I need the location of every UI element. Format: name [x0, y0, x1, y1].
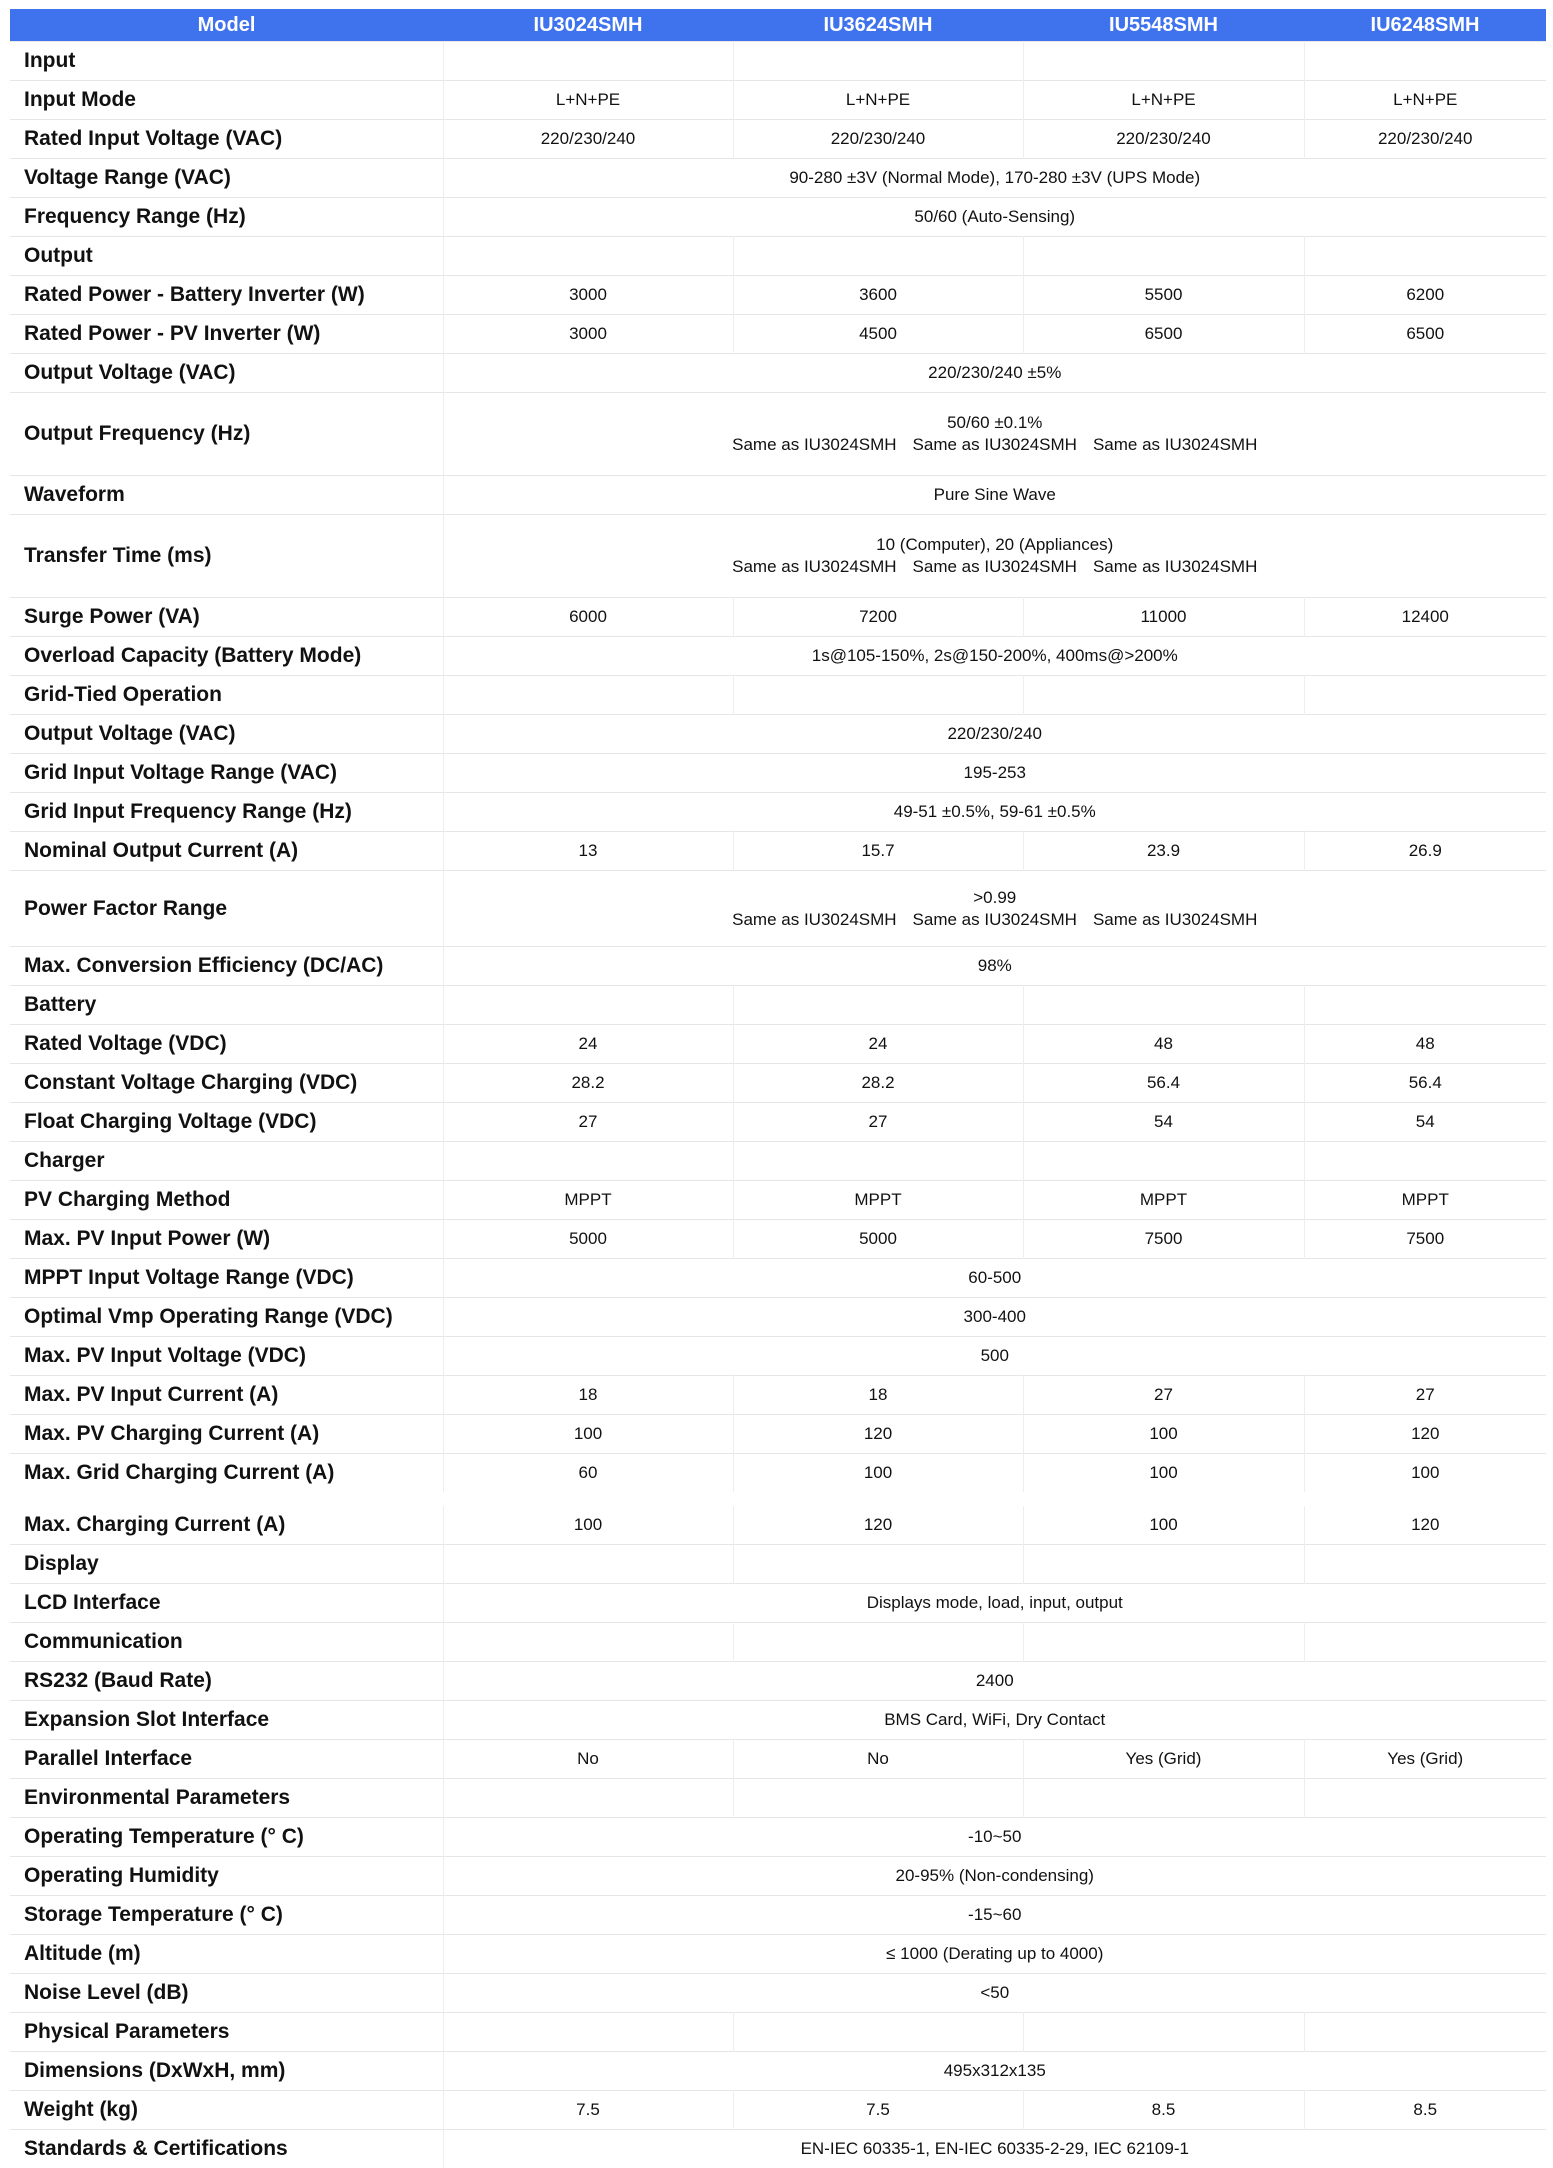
shared-value: >0.99	[444, 887, 1547, 909]
section-row	[10, 986, 1546, 1025]
section-heading: Battery	[10, 986, 443, 1025]
table-row	[10, 637, 1546, 676]
table-row	[10, 1415, 1546, 1454]
row-label: Frequency Range (Hz)	[10, 198, 443, 237]
same-as-note: Same as IU3024SMH	[1093, 556, 1257, 578]
table-row	[10, 198, 1546, 237]
table-row	[10, 276, 1546, 315]
row-label: PV Charging Method	[10, 1181, 443, 1220]
table-row	[10, 1064, 1546, 1103]
row-label: Grid Input Frequency Range (Hz)	[10, 793, 443, 832]
row-label: Constant Voltage Charging (VDC)	[10, 1064, 443, 1103]
row-label: Max. Conversion Efficiency (DC/AC)	[10, 947, 443, 986]
empty-cell	[733, 986, 1023, 1025]
value-cell: 48	[1304, 1025, 1546, 1064]
section-heading: Environmental Parameters	[10, 1779, 443, 1818]
value-cell: 120	[733, 1499, 1023, 1545]
empty-cell	[733, 1623, 1023, 1662]
same-as-note: Same as IU3024SMH	[913, 556, 1077, 578]
table-header	[10, 9, 1546, 42]
shared-value-cell: 2400	[443, 1662, 1546, 1701]
row-label: Expansion Slot Interface	[10, 1701, 443, 1740]
empty-cell	[733, 1545, 1023, 1584]
value-cell: 54	[1023, 1103, 1304, 1142]
header-model-1: IU3024SMH	[443, 9, 733, 42]
row-label: Output Voltage (VAC)	[10, 715, 443, 754]
table-row	[10, 1259, 1546, 1298]
value-cell: L+N+PE	[733, 81, 1023, 120]
value-cell: 18	[733, 1376, 1023, 1415]
shared-value-cell: 220/230/240 ±5%	[443, 354, 1546, 393]
row-label: Max. PV Charging Current (A)	[10, 1415, 443, 1454]
empty-cell	[733, 1142, 1023, 1181]
value-cell: 100	[1023, 1415, 1304, 1454]
row-label: Max. Grid Charging Current (A)	[10, 1454, 443, 1500]
section-heading: Input	[10, 42, 443, 81]
shared-value-cell: 49-51 ±0.5%, 59-61 ±0.5%	[443, 793, 1546, 832]
value-cell: 18	[443, 1376, 733, 1415]
header-row	[10, 9, 1546, 42]
shared-value-cell: 500	[443, 1337, 1546, 1376]
table-row	[10, 1454, 1546, 1500]
empty-cell	[1304, 42, 1546, 81]
table-row	[10, 354, 1546, 393]
value-cell: Yes (Grid)	[1023, 1740, 1304, 1779]
empty-cell	[1023, 1779, 1304, 1818]
same-as-note: Same as IU3024SMH	[1093, 909, 1257, 931]
same-as-note: Same as IU3024SMH	[732, 556, 896, 578]
table-row	[10, 793, 1546, 832]
row-label: Float Charging Voltage (VDC)	[10, 1103, 443, 1142]
header-model-2: IU3624SMH	[733, 9, 1023, 42]
shared-value-cell: 50/60 (Auto-Sensing)	[443, 198, 1546, 237]
row-label: Nominal Output Current (A)	[10, 832, 443, 871]
shared-value-cell: 195-253	[443, 754, 1546, 793]
row-label: Output Voltage (VAC)	[10, 354, 443, 393]
value-cell: 120	[1304, 1415, 1546, 1454]
shared-value-cell: Displays mode, load, input, output	[443, 1584, 1546, 1623]
value-cell: 26.9	[1304, 832, 1546, 871]
table-row	[10, 1220, 1546, 1259]
empty-cell	[1304, 2013, 1546, 2052]
section-heading: Output	[10, 237, 443, 276]
table-body	[10, 42, 1546, 2168]
row-label: Power Factor Range	[10, 871, 443, 947]
value-cell: 7.5	[443, 2091, 733, 2130]
value-cell: 56.4	[1023, 1064, 1304, 1103]
table-row	[10, 947, 1546, 986]
table-row	[10, 1974, 1546, 2013]
row-label: Overload Capacity (Battery Mode)	[10, 637, 443, 676]
row-label: Dimensions (DxWxH, mm)	[10, 2052, 443, 2091]
table-row	[10, 1935, 1546, 1974]
value-cell: L+N+PE	[1304, 81, 1546, 120]
value-cell: 5500	[1023, 276, 1304, 315]
table-row	[10, 2052, 1546, 2091]
table-row	[10, 598, 1546, 637]
table-row	[10, 715, 1546, 754]
empty-cell	[443, 986, 733, 1025]
empty-cell	[733, 42, 1023, 81]
value-cell: 13	[443, 832, 733, 871]
value-cell: 120	[1304, 1499, 1546, 1545]
value-cell: 24	[443, 1025, 733, 1064]
value-cell: 220/230/240	[443, 120, 733, 159]
spec-table-container	[10, 9, 1546, 2168]
value-cell: 5000	[443, 1220, 733, 1259]
value-cell: 56.4	[1304, 1064, 1546, 1103]
shared-value-cell: -10~50	[443, 1818, 1546, 1857]
row-label: Max. PV Input Voltage (VDC)	[10, 1337, 443, 1376]
empty-cell	[1023, 1623, 1304, 1662]
shared-value-cell: 300-400	[443, 1298, 1546, 1337]
row-label: Rated Power - Battery Inverter (W)	[10, 276, 443, 315]
row-label: RS232 (Baud Rate)	[10, 1662, 443, 1701]
header-model-4: IU6248SMH	[1304, 9, 1546, 42]
empty-cell	[1023, 2013, 1304, 2052]
table-row	[10, 159, 1546, 198]
table-row	[10, 754, 1546, 793]
table-row	[10, 1896, 1546, 1935]
value-cell: 6000	[443, 598, 733, 637]
value-cell: 54	[1304, 1103, 1546, 1142]
header-model-label: Model	[10, 9, 443, 42]
section-row	[10, 1623, 1546, 1662]
shared-value-cell: 60-500	[443, 1259, 1546, 1298]
value-cell: 100	[1023, 1454, 1304, 1500]
value-cell: 15.7	[733, 832, 1023, 871]
row-label: Rated Power - PV Inverter (W)	[10, 315, 443, 354]
shared-value: 50/60 ±0.1%	[444, 412, 1547, 434]
shared-value-cell: <50	[443, 1974, 1546, 2013]
value-cell: MPPT	[733, 1181, 1023, 1220]
value-cell: 100	[443, 1499, 733, 1545]
value-cell: 7500	[1023, 1220, 1304, 1259]
shared-value-cell: BMS Card, WiFi, Dry Contact	[443, 1701, 1546, 1740]
shared-value-cell: 1s@105-150%, 2s@150-200%, 400ms@>200%	[443, 637, 1546, 676]
value-cell: 27	[1023, 1376, 1304, 1415]
empty-cell	[1023, 986, 1304, 1025]
row-label: Input Mode	[10, 81, 443, 120]
value-cell: 3600	[733, 276, 1023, 315]
section-row	[10, 237, 1546, 276]
empty-cell	[1023, 1142, 1304, 1181]
empty-cell	[1023, 1545, 1304, 1584]
empty-cell	[1304, 1142, 1546, 1181]
table-row	[10, 1740, 1546, 1779]
same-as-note: Same as IU3024SMH	[913, 909, 1077, 931]
empty-cell	[1304, 237, 1546, 276]
empty-cell	[1023, 237, 1304, 276]
table-row	[10, 1818, 1546, 1857]
row-label: Max. PV Input Power (W)	[10, 1220, 443, 1259]
same-as-note: Same as IU3024SMH	[913, 434, 1077, 456]
row-label: Operating Temperature (° C)	[10, 1818, 443, 1857]
value-cell: 100	[733, 1454, 1023, 1500]
row-label: Grid Input Voltage Range (VAC)	[10, 754, 443, 793]
shared-value-cell: 98%	[443, 947, 1546, 986]
value-cell: L+N+PE	[1023, 81, 1304, 120]
row-label: Waveform	[10, 476, 443, 515]
empty-cell	[443, 676, 733, 715]
table-row	[10, 393, 1546, 476]
shared-value-cell: 220/230/240	[443, 715, 1546, 754]
row-label: Output Frequency (Hz)	[10, 393, 443, 476]
value-cell: 28.2	[443, 1064, 733, 1103]
value-cell: 220/230/240	[1023, 120, 1304, 159]
same-as-notes	[444, 909, 1547, 931]
value-cell: 100	[1023, 1499, 1304, 1545]
shared-value-cell	[443, 393, 1546, 476]
row-label: Operating Humidity	[10, 1857, 443, 1896]
row-label: Voltage Range (VAC)	[10, 159, 443, 198]
same-as-note: Same as IU3024SMH	[732, 909, 896, 931]
empty-cell	[443, 42, 733, 81]
value-cell: 8.5	[1304, 2091, 1546, 2130]
value-cell: 7200	[733, 598, 1023, 637]
empty-cell	[733, 2013, 1023, 2052]
empty-cell	[1304, 986, 1546, 1025]
empty-cell	[1304, 1623, 1546, 1662]
value-cell: 6200	[1304, 276, 1546, 315]
empty-cell	[443, 1779, 733, 1818]
shared-value-cell	[443, 871, 1546, 947]
shared-value-cell: ≤ 1000 (Derating up to 4000)	[443, 1935, 1546, 1974]
value-cell: 7.5	[733, 2091, 1023, 2130]
row-label: Altitude (m)	[10, 1935, 443, 1974]
row-label: LCD Interface	[10, 1584, 443, 1623]
empty-cell	[443, 237, 733, 276]
value-cell: 27	[1304, 1376, 1546, 1415]
section-row	[10, 2013, 1546, 2052]
value-cell: 60	[443, 1454, 733, 1500]
row-label: Rated Voltage (VDC)	[10, 1025, 443, 1064]
value-cell: 6500	[1304, 315, 1546, 354]
row-label: Weight (kg)	[10, 2091, 443, 2130]
value-cell: 220/230/240	[733, 120, 1023, 159]
value-cell: 3000	[443, 276, 733, 315]
section-heading: Physical Parameters	[10, 2013, 443, 2052]
shared-value-cell: EN-IEC 60335-1, EN-IEC 60335-2-29, IEC 62109-1	[443, 2130, 1546, 2168]
table-row	[10, 1376, 1546, 1415]
value-cell: 7500	[1304, 1220, 1546, 1259]
value-cell: 100	[443, 1415, 733, 1454]
header-model-3: IU5548SMH	[1023, 9, 1304, 42]
table-row	[10, 81, 1546, 120]
section-heading: Display	[10, 1545, 443, 1584]
shared-value-cell: Pure Sine Wave	[443, 476, 1546, 515]
row-label: Standards & Certifications	[10, 2130, 443, 2168]
section-row	[10, 1545, 1546, 1584]
value-cell: 23.9	[1023, 832, 1304, 871]
section-row	[10, 1142, 1546, 1181]
value-cell: 12400	[1304, 598, 1546, 637]
table-row	[10, 871, 1546, 947]
table-row	[10, 1857, 1546, 1896]
row-label: Storage Temperature (° C)	[10, 1896, 443, 1935]
empty-cell	[1304, 1545, 1546, 1584]
value-cell: No	[733, 1740, 1023, 1779]
row-label: Max. PV Input Current (A)	[10, 1376, 443, 1415]
value-cell: No	[443, 1740, 733, 1779]
table-row	[10, 1337, 1546, 1376]
empty-cell	[443, 1623, 733, 1662]
value-cell: 4500	[733, 315, 1023, 354]
same-as-note: Same as IU3024SMH	[732, 434, 896, 456]
value-cell: 48	[1023, 1025, 1304, 1064]
shared-value-cell	[443, 515, 1546, 598]
section-heading: Charger	[10, 1142, 443, 1181]
same-as-notes	[444, 434, 1547, 456]
value-cell: 6500	[1023, 315, 1304, 354]
row-label: Rated Input Voltage (VAC)	[10, 120, 443, 159]
table-row	[10, 515, 1546, 598]
shared-value-cell: -15~60	[443, 1896, 1546, 1935]
table-row	[10, 1701, 1546, 1740]
value-cell: Yes (Grid)	[1304, 1740, 1546, 1779]
value-cell: 5000	[733, 1220, 1023, 1259]
row-label: Optimal Vmp Operating Range (VDC)	[10, 1298, 443, 1337]
empty-cell	[443, 1142, 733, 1181]
value-cell: 24	[733, 1025, 1023, 1064]
section-row	[10, 42, 1546, 81]
empty-cell	[1304, 676, 1546, 715]
empty-cell	[443, 1545, 733, 1584]
empty-cell	[1304, 1779, 1546, 1818]
shared-value-cell: 20-95% (Non-condensing)	[443, 1857, 1546, 1896]
table-row	[10, 315, 1546, 354]
empty-cell	[733, 237, 1023, 276]
shared-value-cell: 90-280 ±3V (Normal Mode), 170-280 ±3V (UPS Mode)	[443, 159, 1546, 198]
value-cell: 3000	[443, 315, 733, 354]
same-as-note: Same as IU3024SMH	[1093, 434, 1257, 456]
empty-cell	[733, 676, 1023, 715]
value-cell: 11000	[1023, 598, 1304, 637]
value-cell: 100	[1304, 1454, 1546, 1500]
value-cell: 220/230/240	[1304, 120, 1546, 159]
table-row	[10, 2091, 1546, 2130]
shared-value-cell: 495x312x135	[443, 2052, 1546, 2091]
value-cell: 27	[733, 1103, 1023, 1142]
shared-value: 10 (Computer), 20 (Appliances)	[444, 534, 1547, 556]
empty-cell	[1023, 42, 1304, 81]
table-row	[10, 120, 1546, 159]
row-label: Surge Power (VA)	[10, 598, 443, 637]
table-row	[10, 1025, 1546, 1064]
section-row	[10, 1779, 1546, 1818]
table-row	[10, 1662, 1546, 1701]
value-cell: MPPT	[443, 1181, 733, 1220]
value-cell: 28.2	[733, 1064, 1023, 1103]
section-heading: Grid-Tied Operation	[10, 676, 443, 715]
section-row	[10, 676, 1546, 715]
row-label: Transfer Time (ms)	[10, 515, 443, 598]
table-row	[10, 1298, 1546, 1337]
row-label: Parallel Interface	[10, 1740, 443, 1779]
table-row	[10, 476, 1546, 515]
table-row	[10, 1499, 1546, 1545]
same-as-notes	[444, 556, 1547, 578]
value-cell: 27	[443, 1103, 733, 1142]
table-row	[10, 1181, 1546, 1220]
row-label: MPPT Input Voltage Range (VDC)	[10, 1259, 443, 1298]
row-label: Max. Charging Current (A)	[10, 1499, 443, 1545]
value-cell: MPPT	[1304, 1181, 1546, 1220]
value-cell: MPPT	[1023, 1181, 1304, 1220]
spec-table	[10, 9, 1546, 2168]
table-row	[10, 1584, 1546, 1623]
empty-cell	[443, 2013, 733, 2052]
value-cell: L+N+PE	[443, 81, 733, 120]
table-row	[10, 2130, 1546, 2168]
value-cell: 120	[733, 1415, 1023, 1454]
table-row	[10, 832, 1546, 871]
value-cell: 8.5	[1023, 2091, 1304, 2130]
table-row	[10, 1103, 1546, 1142]
empty-cell	[1023, 676, 1304, 715]
section-heading: Communication	[10, 1623, 443, 1662]
empty-cell	[733, 1779, 1023, 1818]
row-label: Noise Level (dB)	[10, 1974, 443, 2013]
